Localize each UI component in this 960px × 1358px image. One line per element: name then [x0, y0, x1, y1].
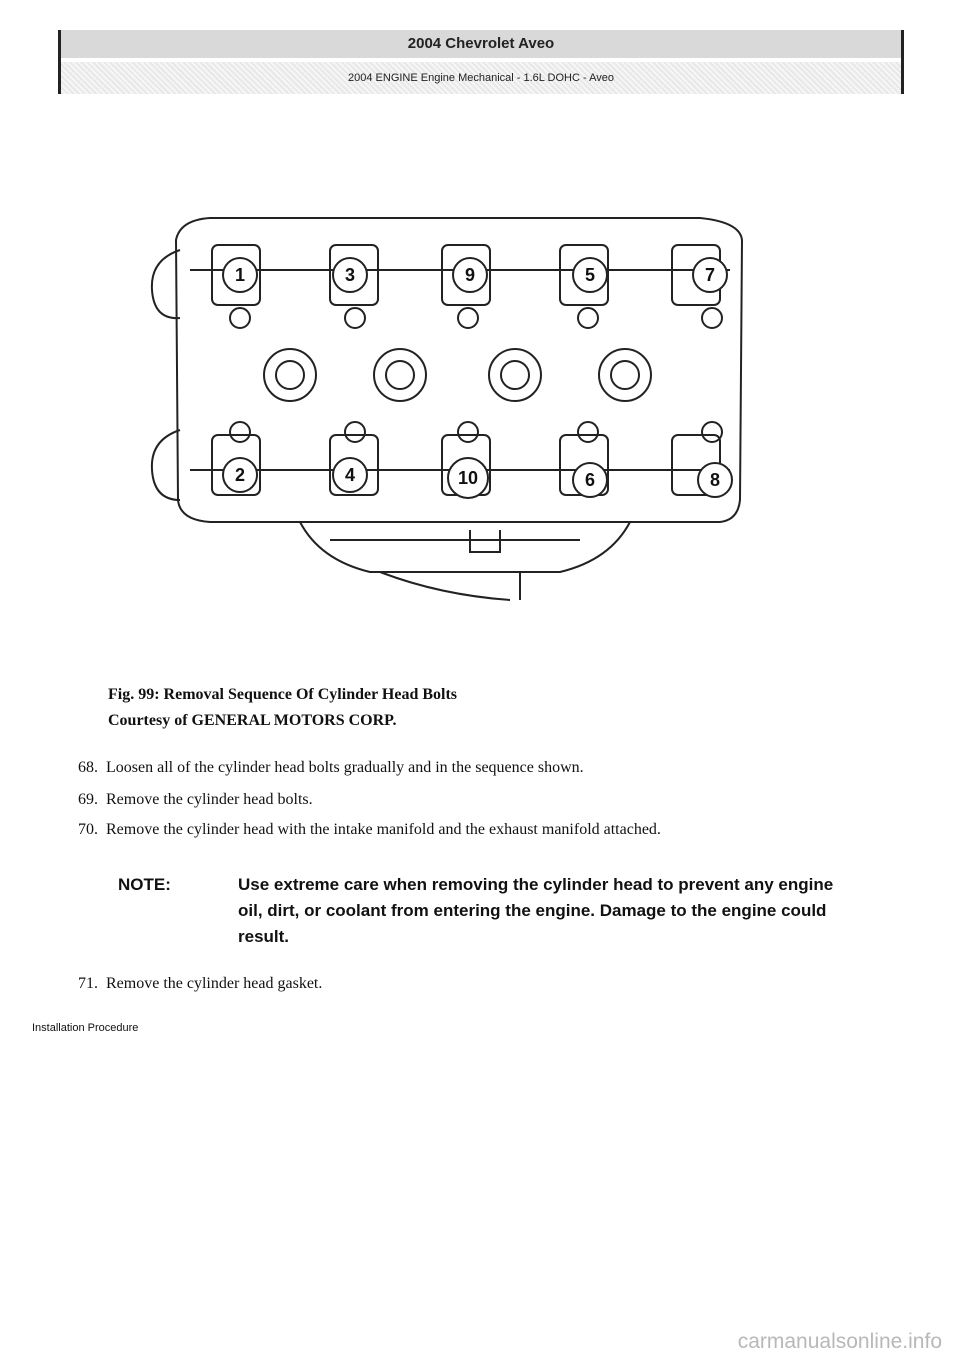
caption-title: Fig. 99: Removal Sequence Of Cylinder Head Bolts — [108, 686, 458, 703]
header-subtitle: 2004 ENGINE Engine Mechanical - 1.6L DOHC - Aveo — [61, 62, 901, 94]
bolt-label-7: 7 — [704, 265, 716, 285]
step-number: 69. — [78, 791, 98, 808]
bolt-label-1: 1 — [234, 265, 246, 285]
bolt-label-3: 3 — [344, 265, 356, 285]
bolt-label-6: 6 — [584, 470, 596, 490]
bolt-label-5: 5 — [584, 265, 596, 285]
bolt-label-8: 8 — [709, 470, 721, 490]
figure-caption — [108, 682, 457, 734]
step-number: 70. — [78, 821, 98, 838]
cylinder-head-figure — [140, 200, 760, 620]
bolt-label-10: 10 — [457, 468, 479, 488]
page-header — [58, 30, 904, 94]
section-heading: Installation Procedure — [32, 1022, 139, 1034]
step-text: Remove the cylinder head gasket. — [106, 975, 323, 992]
watermark: carmanualsonline.info — [737, 1330, 942, 1353]
bolt-label-4: 4 — [344, 465, 356, 485]
step-text: Remove the cylinder head bolts. — [106, 791, 313, 808]
header-title: 2004 Chevrolet Aveo — [61, 30, 901, 58]
step-text: Loosen all of the cylinder head bolts gradually and in the sequence shown. — [106, 759, 584, 776]
note-label: NOTE: — [118, 875, 171, 894]
step-text: Remove the cylinder head with the intake manifold and the exhaust manifold attached. — [106, 821, 661, 838]
note-text: Use extreme care when removing the cylinder head to prevent any engine oil, dirt, or coolant from entering the engine. Damage to the engine could result. — [238, 875, 834, 946]
bolt-label-2: 2 — [234, 465, 246, 485]
bolt-label-9: 9 — [464, 265, 476, 285]
bolt-sequence-markers — [223, 258, 732, 498]
step-number: 68. — [78, 759, 98, 776]
step-number: 71. — [78, 975, 98, 992]
caption-credit: Courtesy of GENERAL MOTORS CORP. — [108, 712, 397, 729]
